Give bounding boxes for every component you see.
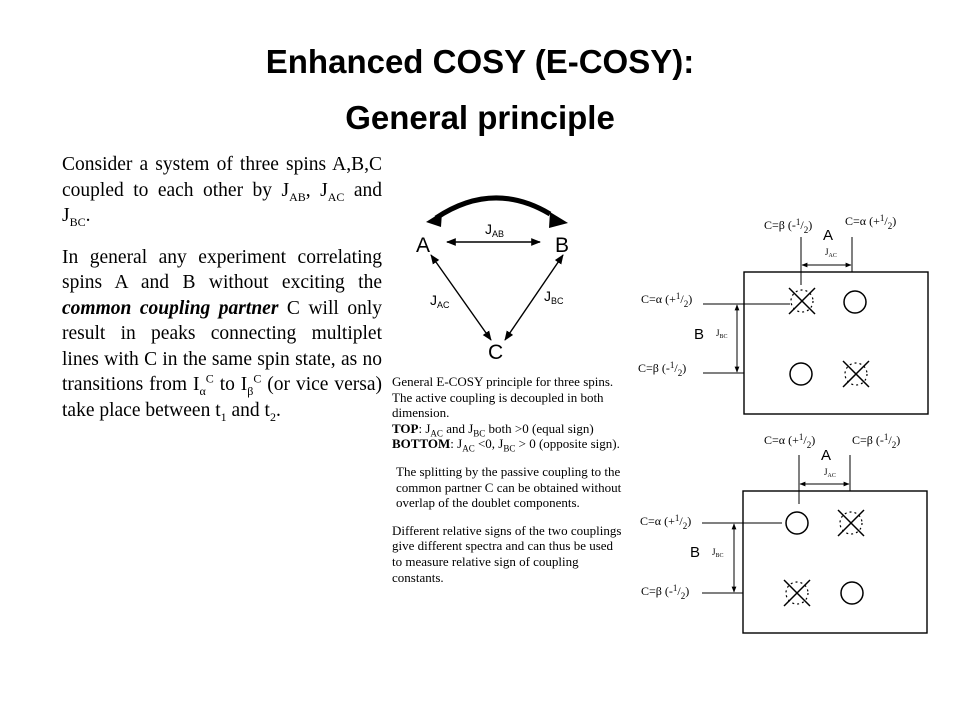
peak-open-top-left-b [786,512,808,534]
j-ac-axis-label-top: $J_{AC}$ [825,247,837,259]
label-c-beta-bottom: C=β $(-^1/_2)$ [852,432,901,450]
spectrum-frame-top [744,272,928,414]
j-bc-axis-label-bottom: $J_{BC}$ [712,547,724,559]
spectrum-top-panel [638,213,928,414]
caption-splitting: The splitting by the passive coupling to the common partner C can be obtained without overlap of the doublet components. [396,463,622,511]
j-ac-axis-label-bottom: $J_{AC}$ [824,467,836,479]
label-c-beta-top: C=β $(-^1/_2)$ [764,217,813,235]
spin-a-axis-label-top: A [823,227,834,244]
peak-crossed-top-right-b [838,510,864,536]
peak-open-bottom-right-b [841,582,863,604]
spin-b-label: B [555,234,570,257]
spin-c-label: C [488,341,504,364]
peak-crossed-top-left [789,288,815,314]
spin-b-axis-label-top: B [694,326,705,343]
slide-title-line2: General principle [345,99,615,136]
label-c-beta-row-bottom: C=β $(-^1/_2)$ [641,583,690,601]
caption-relative-signs: Different relative signs of the two couplings give different spectra and can thus be used to measure relative sign of coupling constants. [392,522,622,585]
spin-a-label: A [416,234,431,257]
peak-crossed-bottom-right [843,361,869,387]
spin-a-axis-label-bottom: A [821,447,832,464]
j-ab-label: $J_{AB}$ [485,221,505,239]
peak-crossed-bottom-left-b [784,580,810,606]
spin-b-axis-label-bottom: B [690,544,701,561]
spectrum-bottom-panel [640,432,927,633]
j-bc-label: $J_{BC}$ [544,288,564,306]
caption-principle: General E-COSY principle for three spins. The active coupling is decoupled in both dimension. TOP: $J_{AC}$ and $J_{BC}$ both >0 (equal sign) BOTTOM: $J_{AC} <0$, $J_{BC} > 0$ (opposite sign). [392,374,620,454]
label-c-beta-row-top: C=β $(-^1/_2)$ [638,360,687,378]
peak-open-top-right [844,291,866,313]
label-c-alpha-row-bottom: C=α $(+^1/_2)$ [640,513,692,531]
label-c-alpha-row-top: C=α $(+^1/_2)$ [641,291,693,309]
label-c-alpha-bottom: C=α $(+^1/_2)$ [764,432,816,450]
j-bc-axis-label-top: $J_{BC}$ [716,328,728,340]
paragraph-spin-system: Consider a system of three spins A,B,C coupled to each other by $J_{AB}$, $J_{AC}$ and $J_{BC}$. [62,154,383,229]
peak-open-bottom-left [790,363,812,385]
label-c-alpha-top: C=α $(+^1/_2)$ [845,213,897,231]
spectrum-frame-bottom [743,491,927,633]
slide-title-line1: Enhanced COSY (E-COSY): [265,43,695,80]
j-ac-label: $J_{AC}$ [430,292,450,310]
paragraph-general: In general any experiment correlating spins A and B without exciting the common coupling partner C will only result in peaks connecting multiplet lines with C in the same spin state, as no transitions from $I_\alpha^C$ to $I_\beta^C$ (or vice versa) take place between $t_1$ and $t_2$. [62,246,382,424]
